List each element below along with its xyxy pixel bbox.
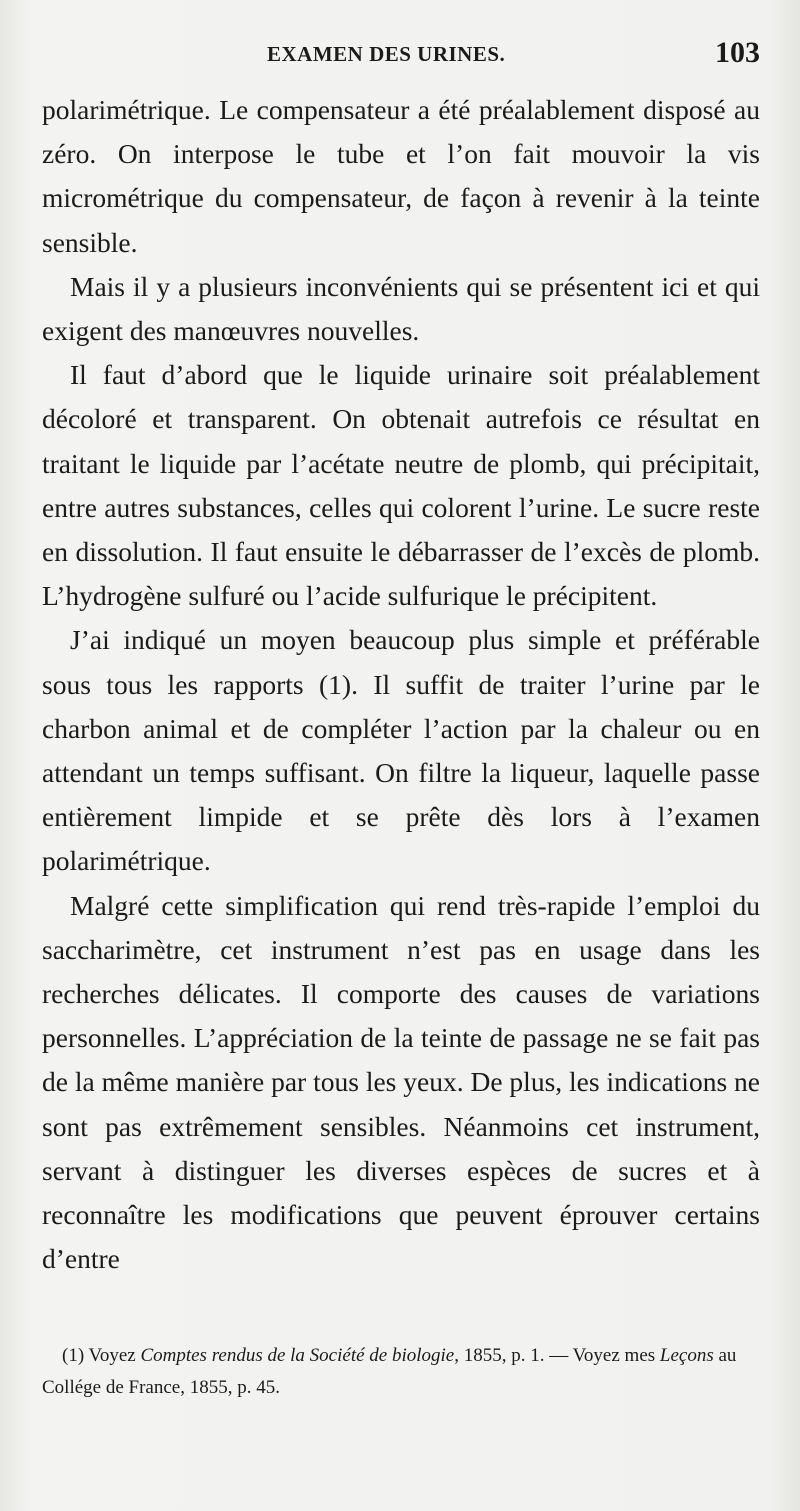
running-title: EXAMEN DES URINES. — [267, 42, 506, 66]
footnote-title-comptes-rendus: Comptes rendus de la Société de biologie — [140, 1345, 455, 1366]
paragraph-4: J’ai indiqué un moyen beaucoup plus simple et préférable sous tous les rapports (1). Il suffit de traiter l’urine par le charbon animal et de compléter l’action par la chaleur ou en attendant un temps suffisant. On filtre la liqueur, laquelle passe entièrement limpide et se prête dès lors à l’examen polarimétrique. — [42, 624, 760, 877]
paragraph-5: Malgré cette simplification qui rend très-rapide l’emploi du saccharimètre, cet instrument n’est pas en usage dans les recherches délicates. Il comporte des causes de variations personnelles. L’appréciation de la teinte de passage ne se fait pas de la même manière par tous les yeux. De plus, les indications ne sont pas extrêmement sensibles. Néanmoins cet instrument, servant à distinguer les diverses espèces de sucres et à reconnaître les modifications que peuvent éprouver certains d’entre — [42, 889, 760, 1275]
paragraph-1: polarimétrique. Le compensateur a été préalablement disposé au zéro. On interpose le tube et l’on fait mouvoir la vis micrométrique du compensateur, de façon à revenir à la teinte sensible. — [42, 94, 760, 258]
paragraph-2: Mais il y a plusieurs inconvénients qui se présentent ici et qui exigent des manœuvres nouvelles. — [42, 270, 760, 347]
footnote-middle: , 1855, p. 1. — Voyez mes — [454, 1345, 660, 1366]
footnote-end: au Collége de France, 1855, p. 45. — [42, 1345, 737, 1398]
footnote-1 — [42, 1340, 760, 1404]
page-number: 103 — [715, 36, 760, 69]
paragraph-3: Il faut d’abord que le liquide urinaire soit préalablement décoloré et transparent. On obtenait autrefois ce résultat en traitant le liquide par l’acétate neutre de plomb, qui précipitait, entre autres substances, celles qui colorent l’urine. Le sucre reste en dissolution. Il faut ensuite le débarrasser de l’excès de plomb. L’hydrogène sulfuré ou l’acide sulfurique le précipitent. — [42, 359, 760, 612]
footnote-title-lecons: Leçons — [659, 1345, 714, 1366]
footnotes — [42, 1340, 760, 1404]
body-text — [42, 88, 760, 1281]
page-header — [42, 36, 762, 72]
footnote-marker: (1) Voyez — [62, 1345, 141, 1366]
